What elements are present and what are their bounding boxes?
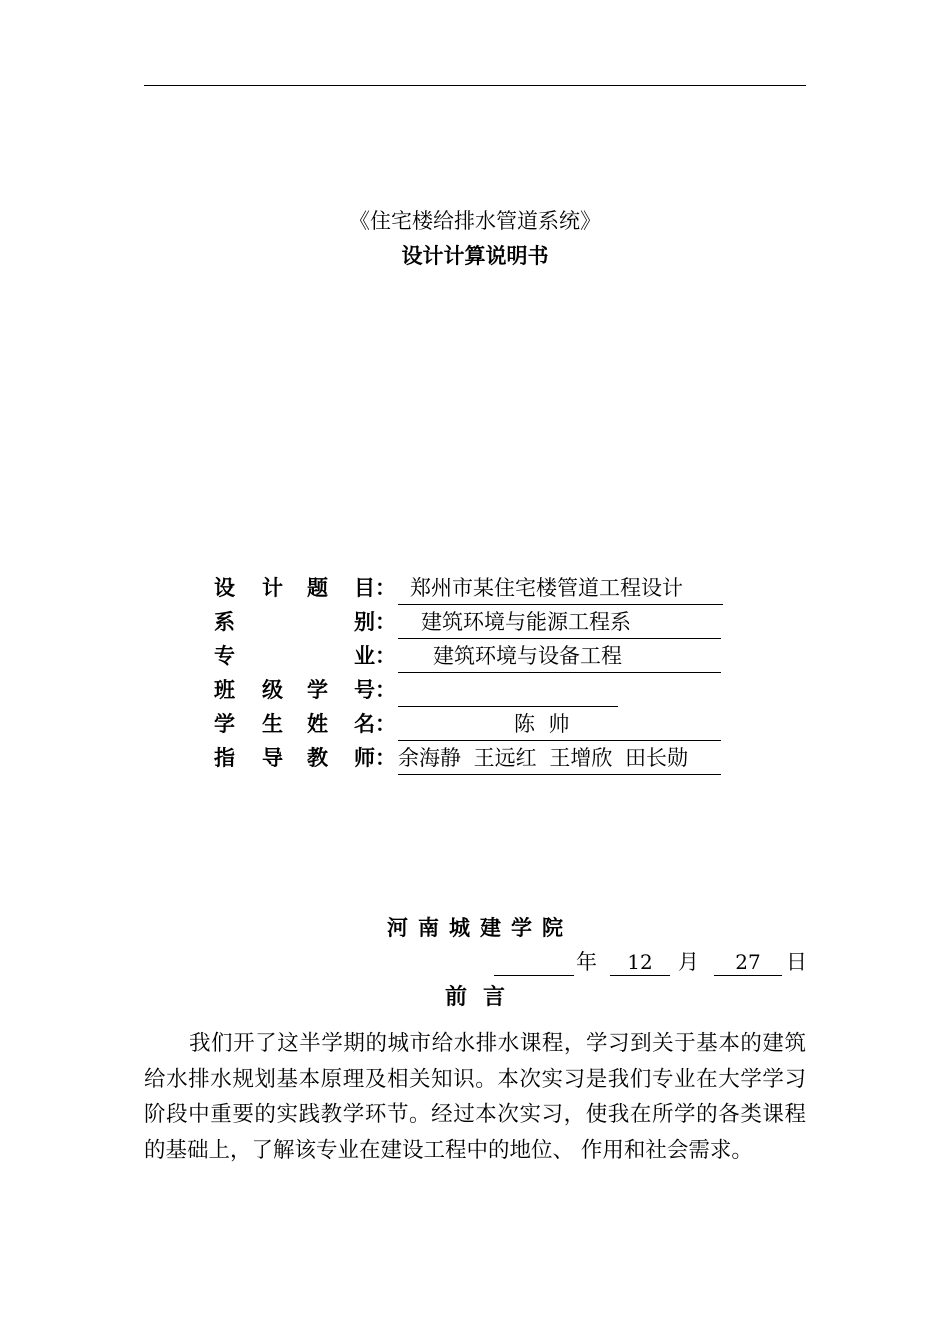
- month-value: 12: [610, 946, 670, 976]
- info-label: 指 导 教 师 ：: [214, 746, 396, 770]
- document-title: 《住宅楼给排水管道系统》: [349, 209, 601, 233]
- info-value-field: 建筑环境与设备工程: [398, 639, 721, 673]
- info-value-field: [398, 673, 618, 707]
- info-value-field: 郑州市某住宅楼管道工程设计: [398, 571, 723, 605]
- info-label: 系 别 ：: [214, 610, 396, 634]
- preface-paragraph: 我们开了这半学期的城市给水排水课程，学习到关于基本的建筑给水排水规划基本原理及相关知识。本次实习是我们专业在大学学习阶段中重要的实践教学环节。经过本次实习，使我在所学的各类课程的基础上，了解该专业在建设工程中的地位、 作用和社会需求。: [144, 1031, 806, 1163]
- document-subtitle: 设计计算说明书: [401, 244, 549, 268]
- preface-heading: 前言: [444, 985, 521, 1010]
- day-label: 日: [786, 950, 807, 974]
- info-value-field: 建筑环境与能源工程系: [398, 605, 721, 639]
- day-value: 27: [714, 946, 782, 976]
- header-rule: [144, 85, 806, 86]
- month-label: 月: [678, 950, 699, 974]
- year-blank: [494, 946, 574, 976]
- info-label: 专 业 ：: [214, 644, 396, 668]
- info-label: 设 计 题 目 ：: [214, 576, 396, 600]
- info-label: 学 生 姓 名 ：: [214, 712, 396, 736]
- info-label: 班 级 学 号 ：: [214, 678, 396, 702]
- info-value-field: 余海静 王远红 王增欣 田长勋: [398, 741, 721, 775]
- year-label: 年: [576, 950, 597, 974]
- info-value-field: 陈 帅: [398, 707, 721, 741]
- school-name: 河南城建学院: [387, 916, 573, 940]
